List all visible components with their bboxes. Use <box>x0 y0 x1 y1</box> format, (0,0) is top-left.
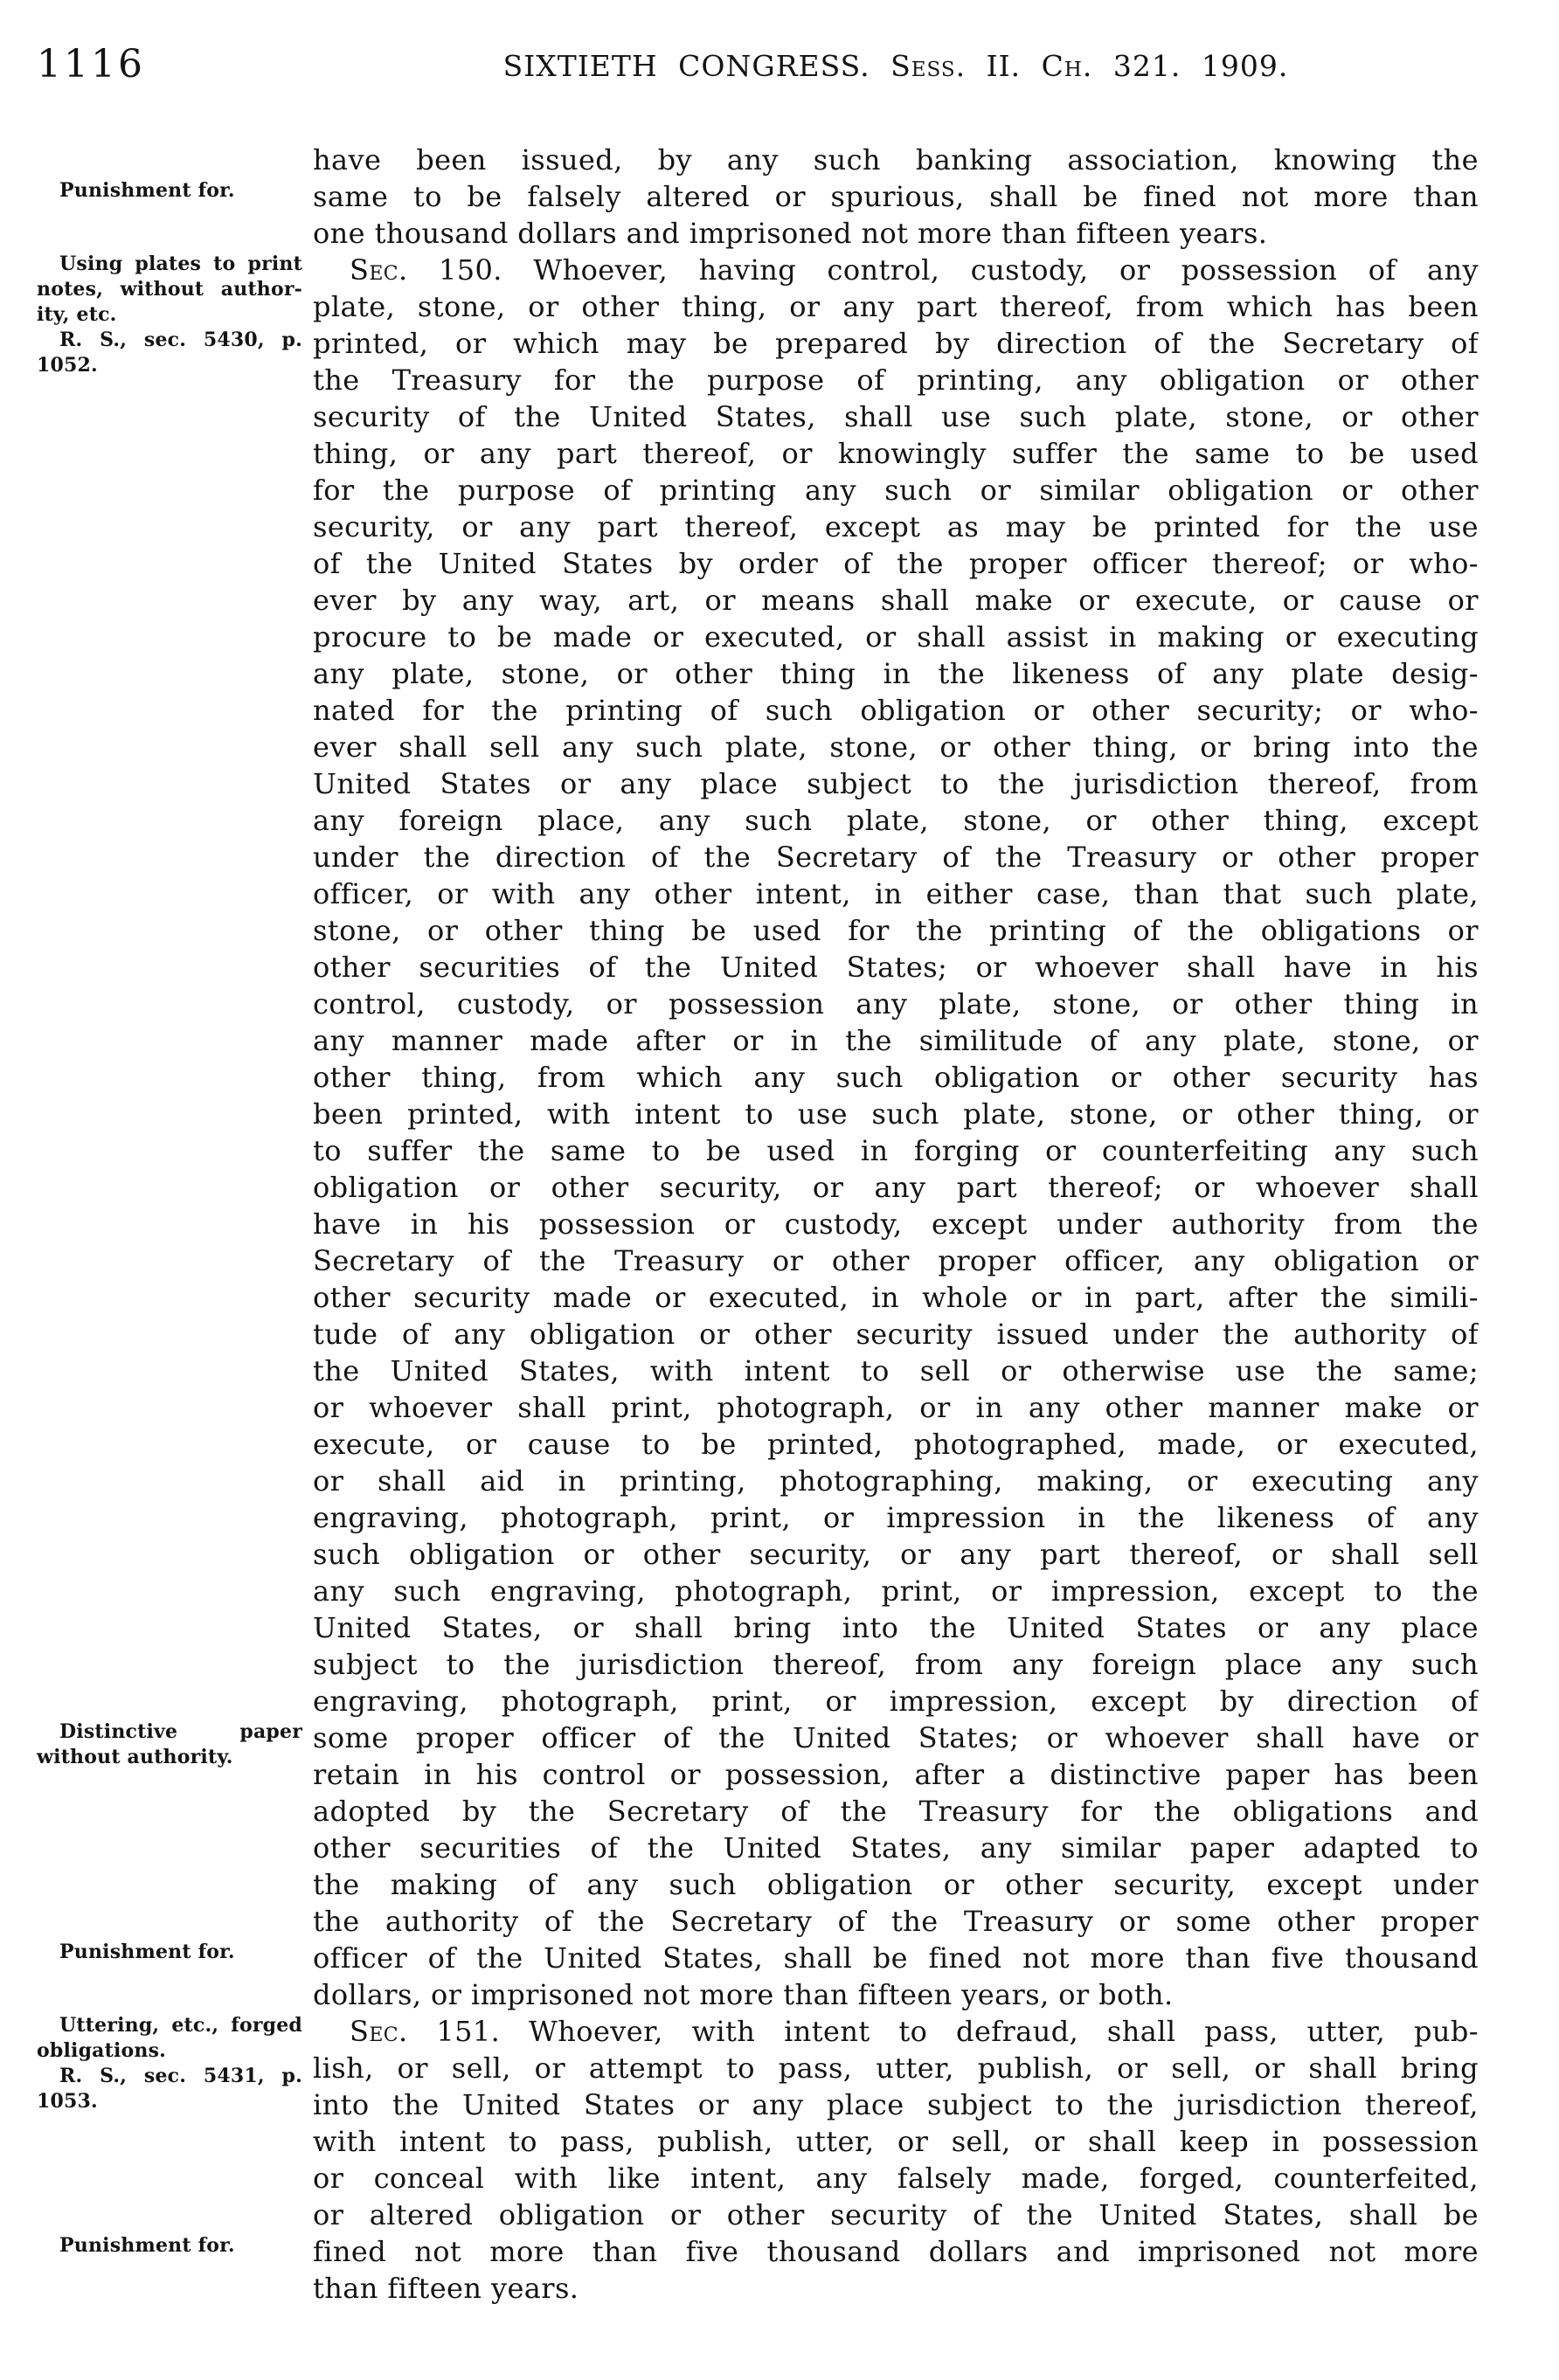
section-number: Sec. 151. <box>350 2015 501 2048</box>
body-line: any such engraving, photograph, print, or impression, except to the <box>313 1574 1479 1608</box>
margin-note-line: 1053. <box>37 2090 98 2113</box>
body-line: been printed, with intent to use such plate, stone, or other thing, or <box>313 1097 1479 1131</box>
body-line: for the purpose of printing any such or similar obligation or other <box>313 474 1479 507</box>
body-line: than fifteen years. <box>313 2272 579 2305</box>
body-line: or conceal with like intent, any falsely made, forged, counterfeited, <box>313 2162 1479 2195</box>
body-line: stone, or other thing be used for the printing of the obligations or <box>313 914 1479 947</box>
margin-note-line: obligations. <box>37 2039 167 2062</box>
body-line: subject to the jurisdiction thereof, from any foreign place any such <box>313 1648 1479 1681</box>
body-line: have been issued, by any such banking association, knowing the <box>313 143 1479 176</box>
margin-note-line: Punishment for. <box>59 179 235 202</box>
body-line: other thing, from which any such obligation or other security has <box>313 1061 1479 1094</box>
margin-note-line: Distinctive paper <box>59 1720 302 1743</box>
body-line: of the United States by order of the proper officer thereof; or who- <box>313 547 1479 580</box>
body-text <box>313 142 1479 2307</box>
body-line: any plate, stone, or other thing in the likeness of any plate desig- <box>313 657 1479 690</box>
body-line: United States or any place subject to the jurisdiction thereof, from <box>313 767 1479 800</box>
body-line: or shall aid in printing, photographing, making, or executing any <box>313 1464 1479 1498</box>
margin-note-line: Punishment for. <box>59 1941 235 1963</box>
body-line: or whoever shall print, photograph, or in any other manner make or <box>313 1391 1479 1424</box>
body-line: adopted by the Secretary of the Treasury for the obligations and <box>313 1795 1479 1828</box>
body-line: some proper officer of the United States; or whoever shall have or <box>313 1721 1479 1754</box>
body-line: into the United States or any place subject to the jurisdiction thereof, <box>313 2088 1479 2121</box>
body-line: procure to be made or executed, or shall assist in making or executing <box>313 620 1479 654</box>
page-number: 1116 <box>37 42 145 86</box>
body-line: the Treasury for the purpose of printing, any obligation or other <box>313 363 1479 397</box>
body-line: ever by any way, art, or means shall make or execute, or cause or <box>313 584 1479 617</box>
margin-note-line: R. S., sec. 5431, p. <box>59 2065 302 2087</box>
body-line: Secretary of the Treasury or other proper officer, any obligation or <box>313 1244 1479 1277</box>
body-line: officer, or with any other intent, in either case, than that such plate, <box>313 877 1479 910</box>
margin-note <box>37 252 302 328</box>
margin-note <box>37 1940 302 1965</box>
body-line: to suffer the same to be used in forging or counterfeiting any such <box>313 1134 1479 1167</box>
body-line: fined not more than five thousand dollars and imprisoned not more <box>313 2235 1479 2268</box>
body-line: engraving, photograph, print, or impression in the likeness of any <box>313 1501 1479 1534</box>
body-line: or altered obligation or other security of the United States, shall be <box>313 2198 1479 2231</box>
margin-note-line: R. S., sec. 5430, p. <box>59 329 302 351</box>
body-line: under the direction of the Secretary of the Treasury or other proper <box>313 841 1479 874</box>
body-line: obligation or other security, or any part thereof; or whoever shall <box>313 1171 1479 1204</box>
body-line: plate, stone, or other thing, or any part thereof, from which has been <box>313 290 1479 323</box>
body-line: one thousand dollars and imprisoned not more than fifteen years. <box>313 217 1268 250</box>
body-line: any manner made after or in the similitude of any plate, stone, or <box>313 1024 1479 1057</box>
margin-note <box>37 2233 302 2259</box>
body-line: the making of any such obligation or other security, except under <box>313 1868 1479 1901</box>
margin-note-line: Using plates to print <box>59 253 302 275</box>
body-line: security of the United States, shall use such plate, stone, or other <box>313 400 1479 433</box>
body-line: any foreign place, any such plate, stone, or other thing, except <box>313 804 1479 837</box>
body-line: other securities of the United States, any similar paper adapted to <box>313 1831 1479 1865</box>
body-line: security, or any part thereof, except as may be printed for the use <box>313 510 1479 543</box>
body-line: Sec. 150. Whoever, having control, custody, or possession of any <box>350 253 1479 287</box>
body-line: officer of the United States, shall be fined not more than five thousand <box>313 1941 1479 1975</box>
margin-note <box>37 178 302 204</box>
margin-note-line: notes, without author- <box>37 278 302 301</box>
body-line: tude of any obligation or other security issued under the authority of <box>313 1318 1479 1351</box>
body-line: execute, or cause to be printed, photographed, made, or executed, <box>313 1428 1479 1461</box>
margin-note-line: 1052. <box>37 354 98 377</box>
body-line: control, custody, or possession any plate, stone, or other thing in <box>313 987 1479 1020</box>
body-line: engraving, photograph, print, or impression, except by direction of <box>313 1685 1479 1718</box>
body-line: Sec. 151. Whoever, with intent to defraud, shall pass, utter, pub- <box>350 2015 1479 2048</box>
margin-note <box>37 1719 302 1770</box>
section-number: Sec. 150. <box>350 253 502 287</box>
body-line: the authority of the Secretary of the Treasury or some other proper <box>313 1905 1479 1938</box>
margin-note-line: without authority. <box>37 1746 233 1768</box>
body-line: same to be falsely altered or spurious, shall be fined not more than <box>313 180 1479 213</box>
margin-note-line: ity, etc. <box>37 303 117 326</box>
body-line: have in his possession or custody, except under authority from the <box>313 1207 1479 1241</box>
margin-note-line: Uttering, etc., forged <box>59 2014 302 2037</box>
margin-note <box>37 2013 302 2064</box>
body-line: other securities of the United States; or whoever shall have in his <box>313 951 1479 984</box>
margin-note <box>37 328 302 378</box>
body-line: retain in his control or possession, after a distinctive paper has been <box>313 1758 1479 1791</box>
body-line: with intent to pass, publish, utter, or sell, or shall keep in possession <box>313 2125 1479 2158</box>
body-line: printed, or which may be prepared by direction of the Secretary of <box>313 327 1479 360</box>
body-line: nated for the printing of such obligation or other security; or who- <box>313 694 1479 727</box>
margin-note-line: Punishment for. <box>59 2234 235 2257</box>
running-header: SIXTIETH CONGRESS. Sess. II. Ch. 321. 1909. <box>502 49 1289 83</box>
body-line: the United States, with intent to sell or otherwise use the same; <box>313 1354 1479 1387</box>
body-line: dollars, or imprisoned not more than fifteen years, or both. <box>313 1978 1174 2011</box>
body-line: lish, or sell, or attempt to pass, utter, publish, or sell, or shall bring <box>313 2051 1479 2085</box>
body-line: other security made or executed, in whole or in part, after the simili- <box>313 1281 1479 1314</box>
body-line: thing, or any part thereof, or knowingly suffer the same to be used <box>313 437 1479 470</box>
body-line: such obligation or other security, or any part thereof, or shall sell <box>313 1538 1479 1571</box>
body-line: United States, or shall bring into the United States or any place <box>313 1611 1479 1644</box>
margin-note <box>37 2064 302 2114</box>
body-line: ever shall sell any such plate, stone, or other thing, or bring into the <box>313 730 1479 764</box>
